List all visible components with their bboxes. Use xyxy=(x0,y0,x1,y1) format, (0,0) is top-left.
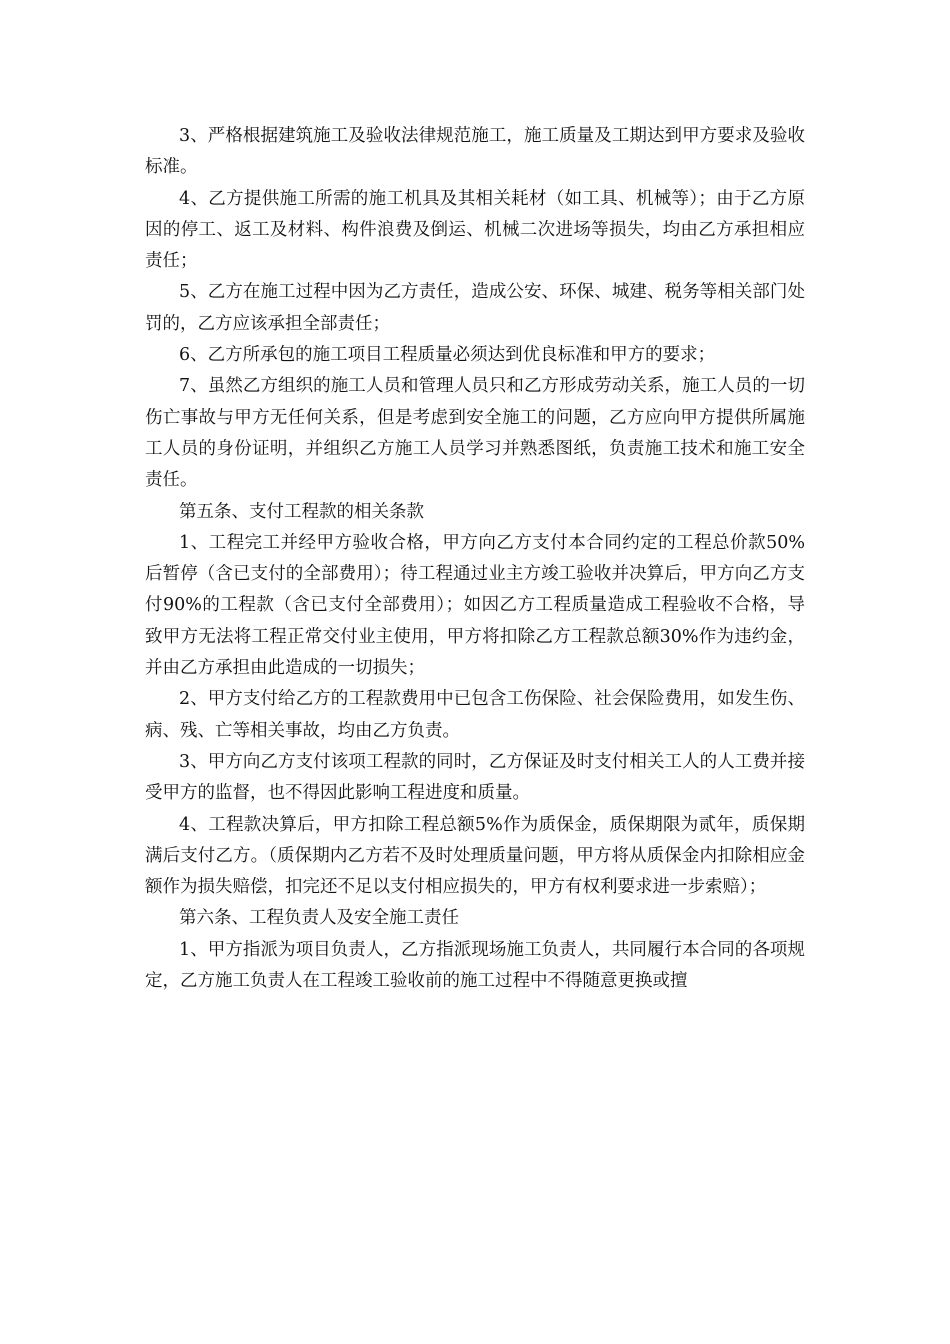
article-5-item-3: 3、甲方向乙方支付该项工程款的同时，乙方保证及时支付相关工人的人工费并接受甲方的监督，也不得因此影响工程进度和质量。 xyxy=(145,751,805,804)
article-6-item-1: 1、甲方指派为项目负责人，乙方指派现场施工负责人，共同履行本合同的各项规定，乙方施工负责人在工程竣工验收前的施工过程中不得随意更换或擅 xyxy=(145,939,805,992)
clause-3-quality-standard: 3、严格根据建筑施工及验收法律规范施工，施工质量及工期达到甲方要求及验收标准。 xyxy=(145,126,805,178)
document-body xyxy=(145,121,805,997)
article-5-item-1: 1、工程完工并经甲方验收合格，甲方向乙方支付本合同约定的工程总价款50%后暂停（含已支付的全部费用）；待工程通过业主方竣工验收并决算后，甲方向乙方支付90%的工程款（含已支付全部费用）；如因乙方工程质量造成工程验收不合格，导致甲方无法将工程正常交付业主使用，甲方将扣除乙方工程款总额30%作为违约金，并由乙方承担由此造成的一切损失； xyxy=(145,532,805,679)
article-5-item-2: 2、甲方支付给乙方的工程款费用中已包含工伤保险、社会保险费用，如发生伤、病、残、亡等相关事故，均由乙方负责。 xyxy=(145,689,805,741)
clause-4-equipment-responsibility: 4、乙方提供施工所需的施工机具及其相关耗材（如工具、机械等）；由于乙方原因的停工、返工及材料、构件浪费及倒运、机械二次进场等损失，均由乙方承担相应责任； xyxy=(145,188,805,272)
article-5-heading: 第五条、支付工程款的相关条款 xyxy=(179,501,424,522)
clause-6-quality-requirement: 6、乙方所承包的施工项目工程质量必须达到优良标准和甲方的要求； xyxy=(179,345,716,366)
article-5-item-4: 4、工程款决算后，甲方扣除工程总额5%作为质保金，质保期限为贰年，质保期满后支付乙方。（质保期内乙方若不及时处理质量问题，甲方将从质保金内扣除相应金额作为损失赔偿，扣完还不足以支付相应损失的，甲方有权利要求进一步索赔）； xyxy=(145,814,805,898)
article-6-heading: 第六条、工程负责人及安全施工责任 xyxy=(179,908,459,929)
clause-5-penalty-responsibility: 5、乙方在施工过程中因为乙方责任，造成公安、环保、城建、税务等相关部门处罚的，乙方应该承担全部责任； xyxy=(145,282,805,334)
clause-7-labor-safety: 7、虽然乙方组织的施工人员和管理人员只和乙方形成劳动关系，施工人员的一切伤亡事故与甲方无任何关系，但是考虑到安全施工的问题，乙方应向甲方提供所属施工人员的身份证明，并组织乙方施工人员学习并熟悉图纸，负责施工技术和施工安全责任。 xyxy=(145,376,805,491)
